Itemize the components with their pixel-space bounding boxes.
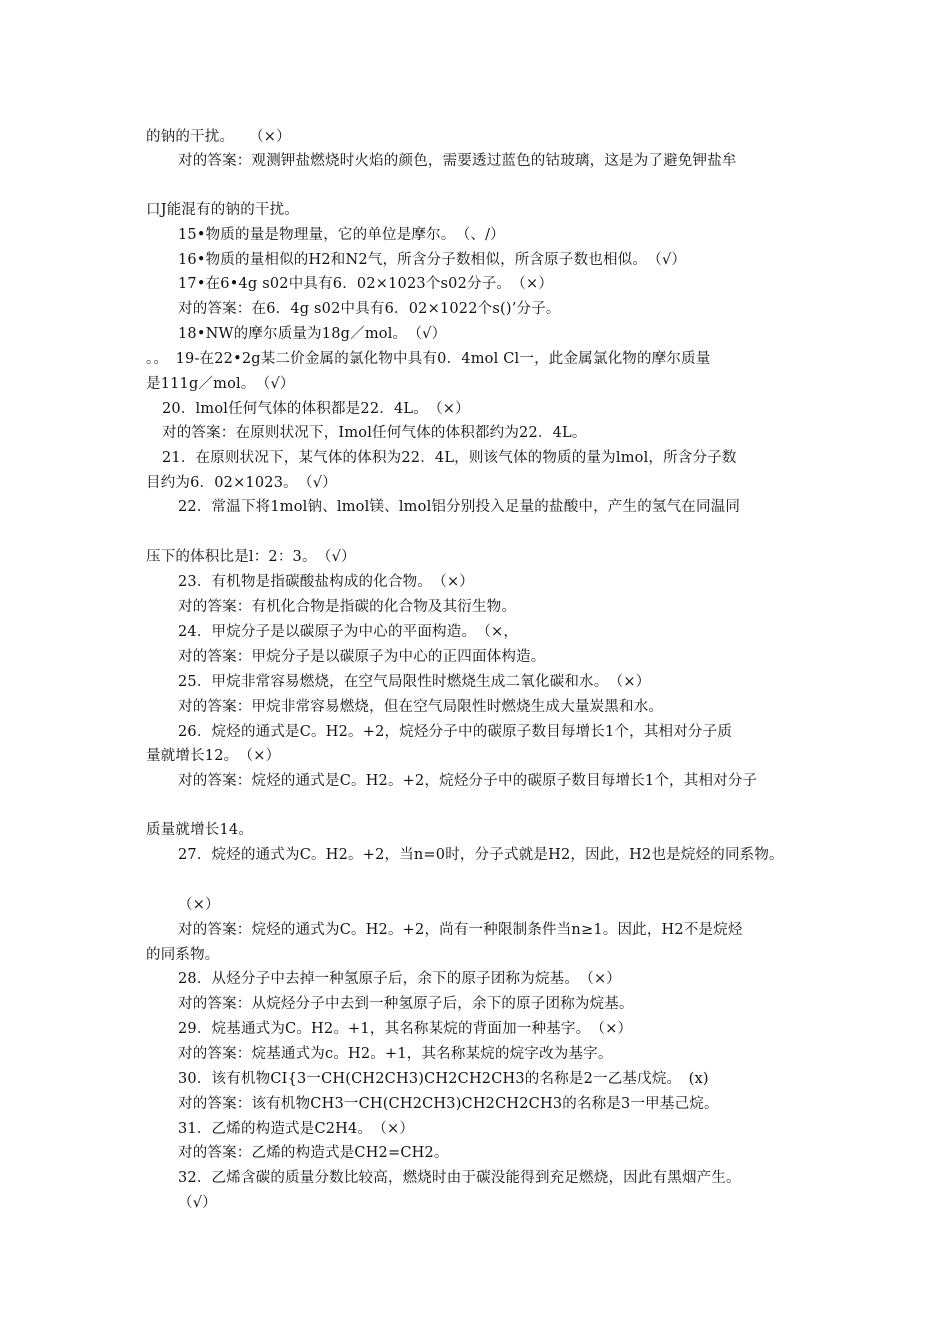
text-line: 对的答案：观测钾盐燃烧时火焰的颜色，需要透过蓝色的钴玻璃，这是为了避免钾盐牟 xyxy=(178,153,737,169)
text-line: 22．常温下将1mol钠、lmol镁、lmol铝分别投入足量的盐酸中，产生的氢气在同温同 xyxy=(178,499,741,515)
text-line: 目约为6．02×1023。 （√） xyxy=(146,475,337,491)
text-line: 31．乙烯的构造式是C2H4。 （×） xyxy=(178,1121,415,1137)
text-line: 对的答案：在原则状况下，Imol任何气体的体积都约为22．4L。 xyxy=(162,425,587,441)
text-line: 压下的体积比是l：2：3。 （√） xyxy=(146,549,356,565)
text-line: 28．从烃分子中去掉一种氢原子后，余下的原子团称为烷基。 （×） xyxy=(178,971,621,987)
text-line: 的钠的干扰。 （×） xyxy=(146,129,291,145)
text-line: 对的答案：烷烃的通式是C。H2。+2，烷烃分子中的碳原子数目每增长1个，其相对分子 xyxy=(178,773,758,789)
text-line: 。。 19-在22•2g某二价金属的氯化物中具有0．4mol Cl一，此金属氯化物的摩尔质量 xyxy=(146,351,711,367)
text-line: 25．甲烷非常容易燃烧，在空气局限性时燃烧生成二氧化碳和水。 （×） xyxy=(178,674,651,690)
text-line: 16•物质的量相似的H2和N2气，所含分子数相似，所含原子数也相似。 （√） xyxy=(178,252,687,268)
text-line: （×） xyxy=(178,897,220,913)
text-line: 的同系物。 xyxy=(146,947,220,963)
text-line: 20．lmol任何气体的体积都是22．4L。 （×） xyxy=(162,401,470,417)
text-line: 对的答案：烷烃的通式为C。H2。+2，尚有一种限制条件当n≥1。因此，H2不是烷烃 xyxy=(178,922,743,938)
text-line: 26．烷烃的通式是C。H2。+2，烷烃分子中的碳原子数目每增长1个，其相对分子质 xyxy=(178,724,733,740)
text-line: 30．该有机物CI{3一CH(CH2CH3)CH2CH2CH3的名称是2一乙基戊烷。 (x) xyxy=(178,1071,709,1087)
text-line: 对的答案：从烷烃分子中去到一种氢原子后，余下的原子团称为烷基。 xyxy=(178,996,634,1012)
text-line: 对的答案：甲烷分子是以碳原子为中心的正四面体构造。 xyxy=(178,649,546,665)
text-line: 17•在6•4g s02中具有6．02×1023个s02分子。 （×） xyxy=(178,276,554,292)
text-line: 是111g／mol。 （√） xyxy=(146,376,295,392)
text-line: 对的答案：有机化合物是指碳的化合物及其衍生物。 xyxy=(178,599,517,615)
text-line: 29．烷基通式为C。H2。+1，其名称某烷的背面加一种基字。 （×） xyxy=(178,1021,633,1037)
text-line: 15•物质的量是物理量，它的单位是摩尔。 （、/） xyxy=(178,227,505,243)
text-line: 对的答案：烷基通式为c。H2。+1，其名称某烷的烷字改为基字。 xyxy=(178,1046,613,1062)
text-line: 23．有机物是指碳酸盐构成的化合物。 （×） xyxy=(178,574,474,590)
text-line: 对的答案：该有机物CH3一CH(CH2CH3)CH2CH2CH3的名称是3一甲基己烷。 xyxy=(178,1096,719,1112)
text-line: （√） xyxy=(178,1195,217,1211)
text-line: 对的答案：甲烷非常容易燃烧，但在空气局限性时燃烧生成大量炭黑和水。 xyxy=(178,699,664,715)
text-line: 18•NW的摩尔质量为18g／mol。 （√） xyxy=(178,326,447,342)
text-line: 量就增长12。 （×） xyxy=(146,748,281,764)
text-line: 32．乙烯含碳的质量分数比较高，燃烧时由于碳没能得到充足燃烧，因此有黑烟产生。 xyxy=(178,1170,741,1186)
text-line: 对的答案：在6．4g s02中具有6．02×1022个s()’分子。 xyxy=(178,301,561,317)
text-line: 24．甲烷分子是以碳原子为中心的平面构造。 （×， xyxy=(178,624,519,640)
text-line: 对的答案：乙烯的构造式是CH2=CH2。 xyxy=(178,1145,449,1161)
text-line: 21．在原则状况下，某气体的体积为22．4L，则该气体的物质的量为lmol，所含分子数 xyxy=(162,450,737,466)
text-line: 口J能混有的钠的干扰。 xyxy=(146,202,300,218)
text-line: 27．烷烃的通式为C。H2。+2，当n=0时，分子式就是H2，因此，H2也是烷烃的同系物。 xyxy=(178,847,784,863)
text-line: 质量就增长14。 xyxy=(146,822,254,838)
